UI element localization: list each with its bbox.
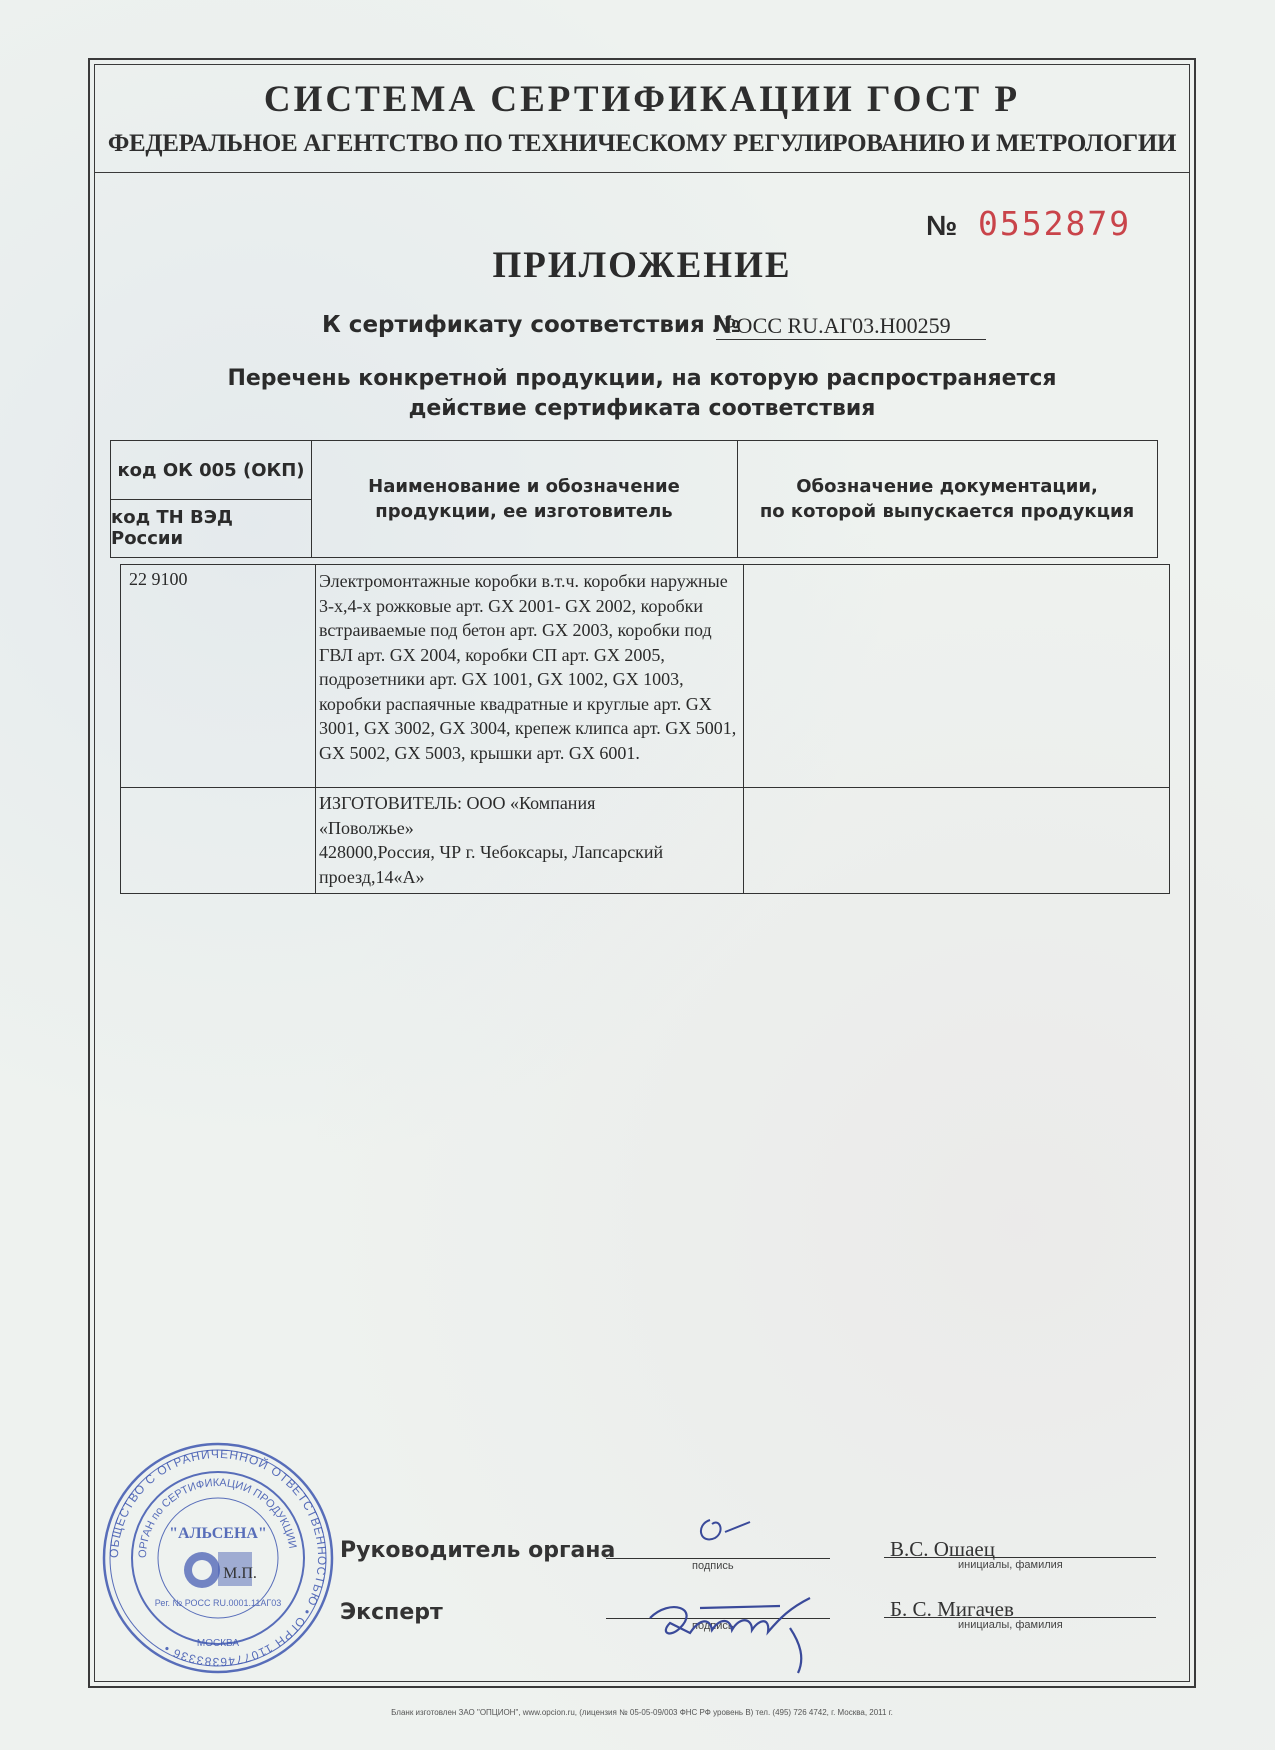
- code-okp-header: код ОК 005 (ОКП): [111, 441, 311, 500]
- appendix-title: ПРИЛОЖЕНИЕ: [492, 245, 792, 286]
- manufacturer-line: 428000,Россия, ЧР г. Чебоксары, Лапсарский: [319, 842, 664, 862]
- product-code: 22 9100: [129, 569, 188, 589]
- head-signature-mark: [690, 1510, 760, 1560]
- head-name-line: [884, 1557, 1156, 1558]
- product-name-header-line2: продукции, ее изготовитель: [375, 501, 673, 522]
- expert-name-line: [884, 1617, 1156, 1618]
- header-divider: [94, 172, 1190, 173]
- product-name-header-line1: Наименование и обозначение: [368, 476, 680, 497]
- documentation-header-line2: по которой выпускается продукция: [759, 501, 1135, 522]
- table-header: [110, 440, 1158, 558]
- code-tnved-header: код ТН ВЭД России: [111, 507, 233, 549]
- agency-title: ФЕДЕРАЛЬНОЕ АГЕНТСТВО ПО ТЕХНИЧЕСКОМУ РЕГУЛИРОВАНИЮ И МЕТРОЛОГИИ: [107, 130, 1177, 157]
- product-name-header: [311, 441, 738, 557]
- documentation-header: [737, 441, 1157, 557]
- svg-text:ОРГАН по СЕРТИФИКАЦИИ ПРОДУКЦИ: [137, 1477, 299, 1558]
- head-signature-caption: подпись: [692, 1560, 734, 1572]
- expert-signature-caption: подпись: [692, 1620, 734, 1632]
- footer-note: Бланк изготовлен ЗАО "ОПЦИОН", www.opcion.ru, (лицензия № 05-05-09/003 ФНС РФ уровень В) тел. (495) 726 4742, г. Москва, 2011 г.: [391, 1708, 893, 1717]
- product-table: [120, 564, 1170, 894]
- stamp-mp-label: М.П.: [223, 1565, 257, 1582]
- form-number-sign: №: [926, 210, 958, 241]
- manufacturer-line: ИЗГОТОВИТЕЛЬ: ООО «Компания: [319, 793, 596, 813]
- stamp-reg-number: Рег. № РОСС RU.0001.11АГ03: [154, 1598, 282, 1608]
- system-title: СИСТЕМА СЕРТИФИКАЦИИ ГОСТ Р: [263, 79, 1021, 120]
- expert-label: Эксперт: [340, 1600, 443, 1625]
- head-name: В.С. Ошаец: [890, 1537, 995, 1561]
- manufacturer-line: «Поволжье»: [319, 817, 414, 838]
- documentation-header-line1: Обозначение документации,: [796, 476, 1098, 497]
- form-number: 0552879: [978, 204, 1132, 243]
- expert-signature-mark: [640, 1588, 860, 1678]
- stamp-inner-text: ОРГАН по СЕРТИФИКАЦИИ ПРОДУКЦИИ: [136, 1476, 299, 1559]
- manufacturer-cell: [319, 791, 739, 889]
- certificate-number: РОСС RU.АГ03.Н00259: [724, 313, 951, 338]
- table-divider: [121, 787, 1169, 788]
- certificate-underline: [716, 339, 986, 340]
- manufacturer-line: проезд,14«А»: [319, 866, 425, 887]
- stamp-ring-text: ОБЩЕСТВО С ОГРАНИЧЕННОЙ ОТВЕТСТВЕННОСТЬЮ • ОГРН 1107746383336 •: [106, 1446, 330, 1670]
- list-title: [94, 364, 1190, 424]
- expert-name-caption: инициалы, фамилия: [958, 1619, 1063, 1631]
- product-description: Электромонтажные коробки в.т.ч. коробки наружные 3-х,4-х рожковые арт. GX 2001- GX 2002, коробки встраиваемые под бетон арт. GX 2003, коробки под ГВЛ арт. GX 2004, коробки СП арт. GX 2005, подрозетники арт. GX 1001, GX 1002, GX 1003, коробки распаячные квадратные и круглые арт. GX 3001, GX 3002, GX 3004, крепеж клипса арт. GX 5001, GX 5002, GX 5003, крышки арт. GX 6001.: [319, 571, 737, 763]
- list-title-line2: действие сертификата соответствия: [408, 396, 876, 421]
- code-column-header: [111, 441, 312, 557]
- head-name-caption: инициалы, фамилия: [958, 1559, 1063, 1571]
- stamp-city: МОСКВА: [196, 1638, 240, 1649]
- stamp-org-name: "АЛЬСЕНА": [169, 1525, 267, 1542]
- table-divider: [315, 565, 316, 893]
- table-divider: [743, 565, 744, 893]
- certificate-label: К сертификату соответствия №: [322, 312, 741, 338]
- head-label: Руководитель органа: [340, 1538, 616, 1563]
- expert-name: Б. С. Мигачев: [890, 1597, 1014, 1621]
- organization-stamp: [98, 1438, 338, 1678]
- list-title-line1: Перечень конкретной продукции, на которую распространяется: [227, 366, 1057, 391]
